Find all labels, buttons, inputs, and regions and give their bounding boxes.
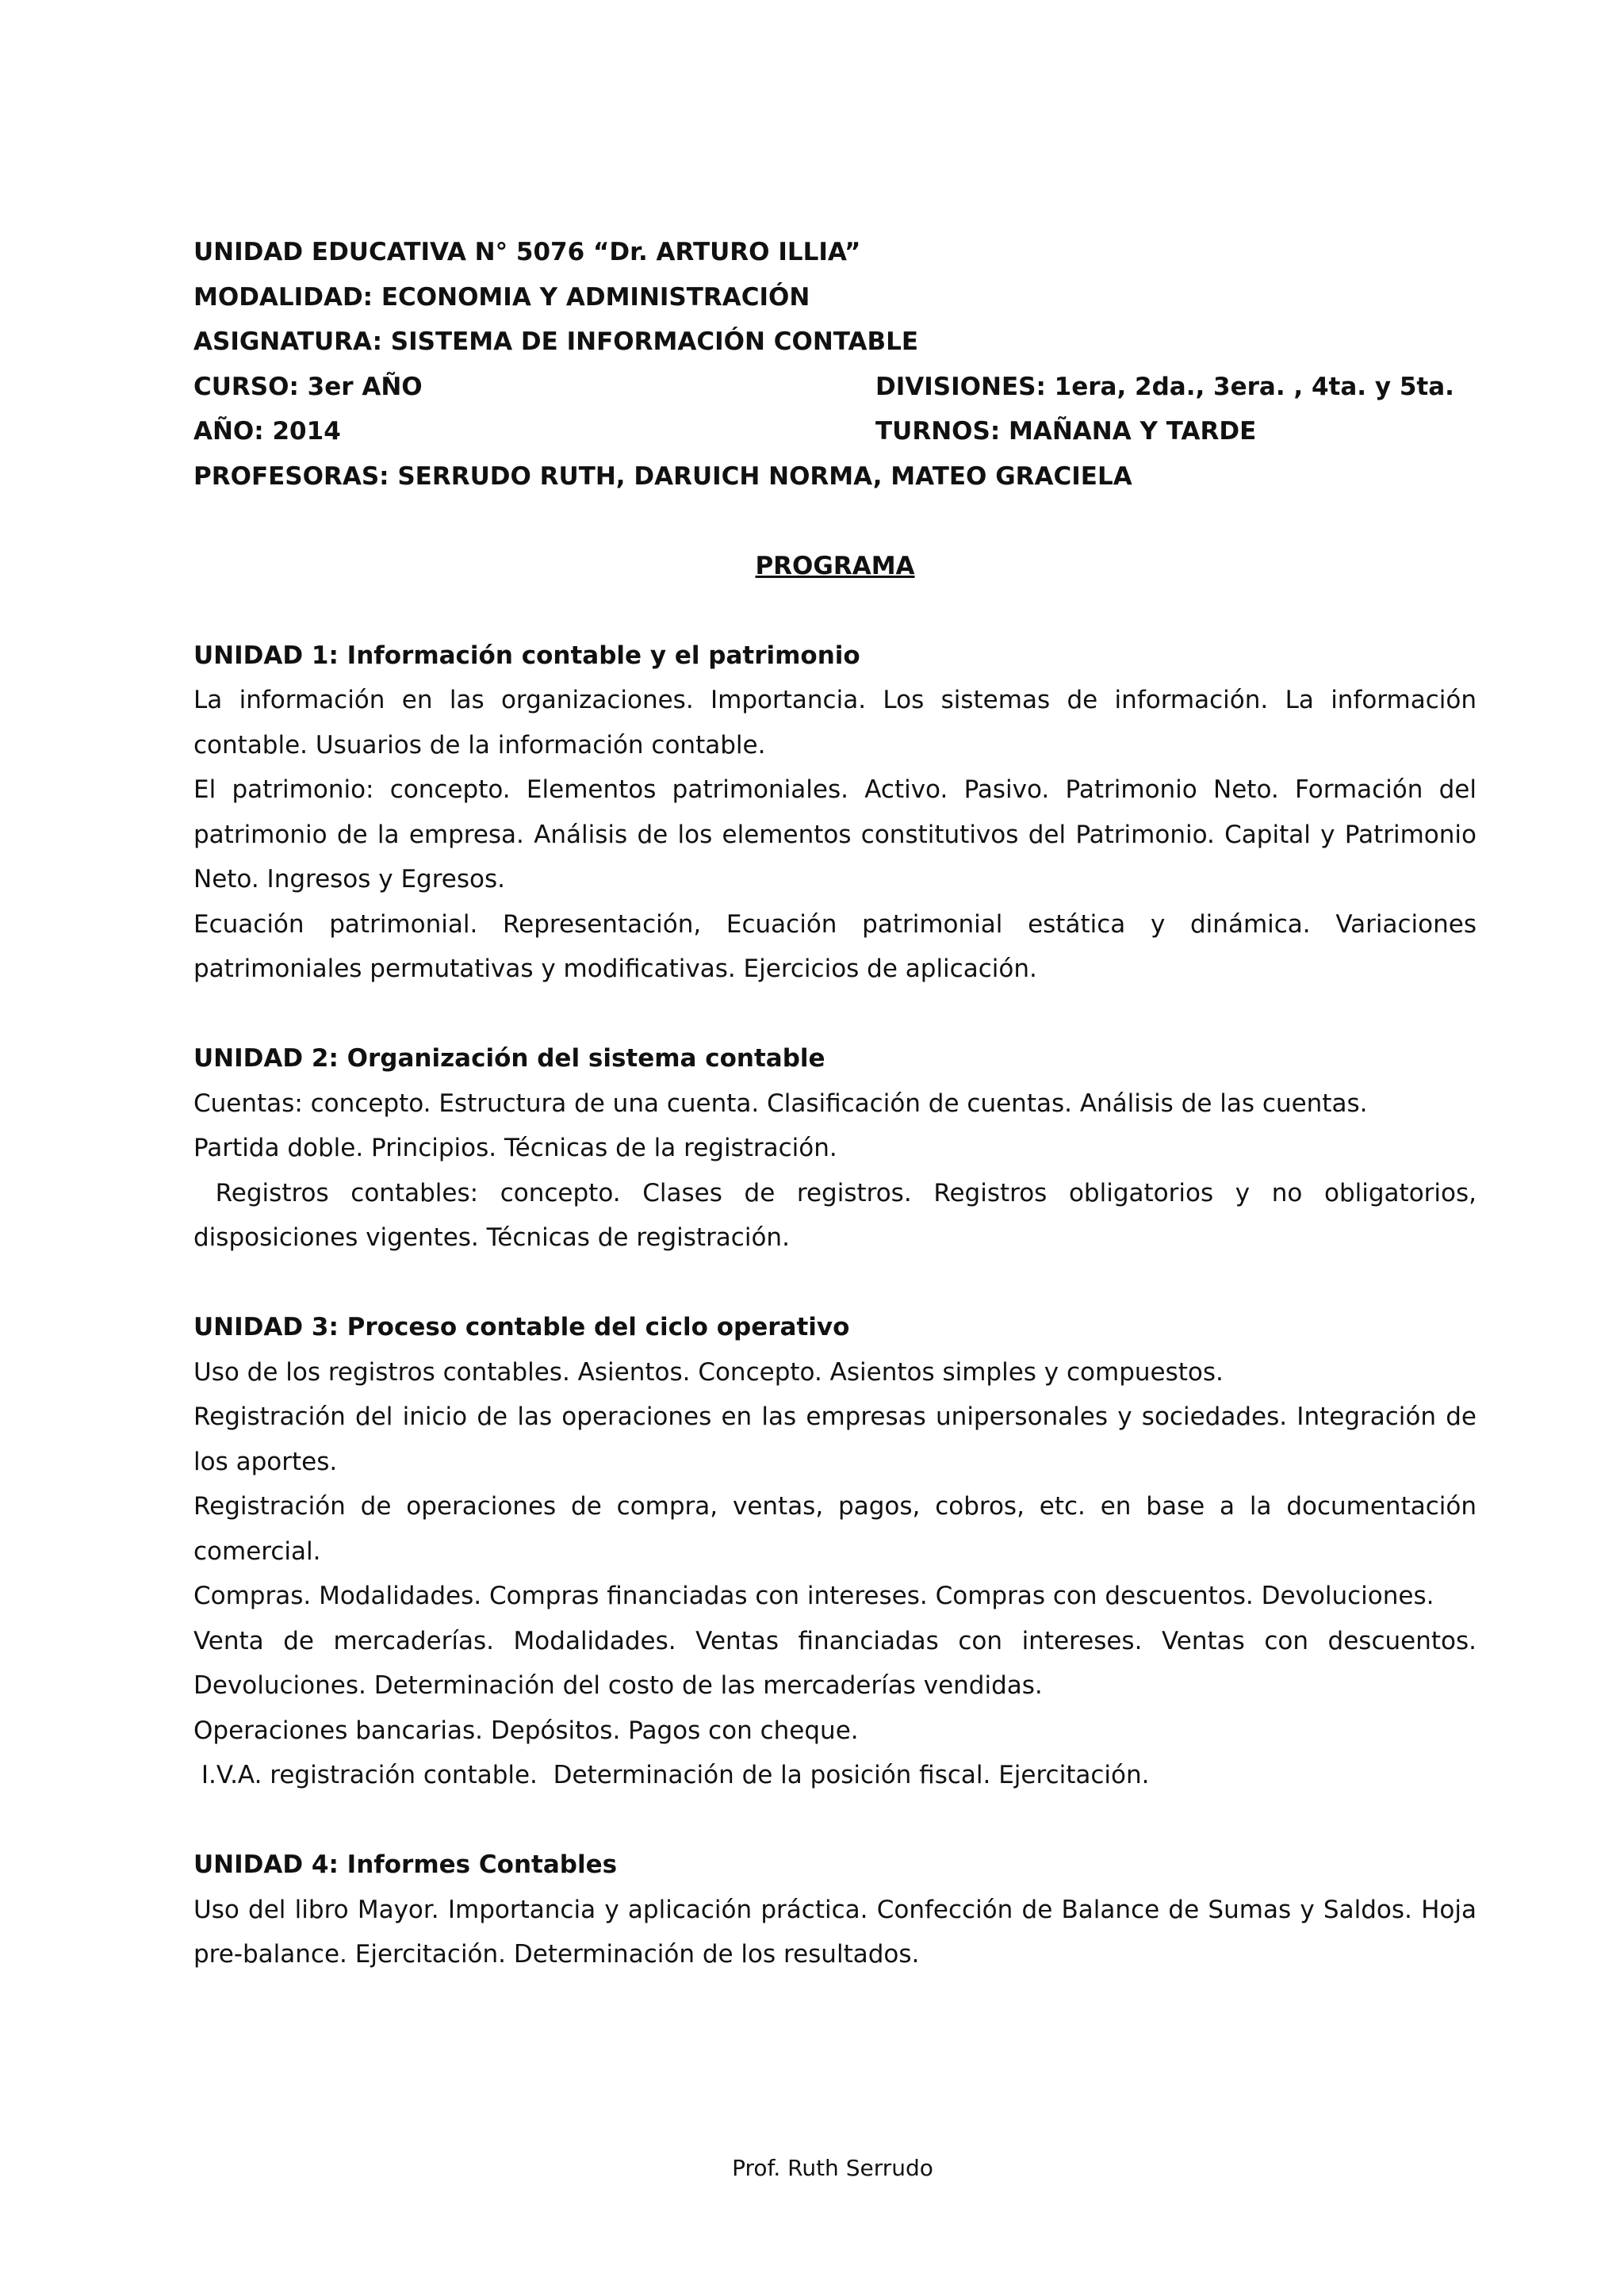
turnos: TURNOS: MAÑANA Y TARDE bbox=[875, 417, 1257, 446]
unit-paragraph: Registración de operaciones de compra, ventas, pagos, cobros, etc. en base a la documentación comercial. bbox=[193, 1492, 1477, 1566]
unit-paragraph: La información en las organizaciones. Importancia. Los sistemas de información. La información contable. Usuarios de la información contable. bbox=[193, 686, 1477, 760]
unit-paragraph: Registración del inicio de las operaciones en las empresas unipersonales y sociedades. Integración de los aportes. bbox=[193, 1402, 1477, 1476]
anio: AÑO: 2014 bbox=[193, 417, 341, 446]
unit-heading: UNIDAD 2: Organización del sistema contable bbox=[193, 1044, 825, 1073]
unit-paragraph: Partida doble. Principios. Técnicas de la registración. bbox=[193, 1134, 837, 1162]
curso: CURSO: 3er AÑO bbox=[193, 372, 423, 401]
school-name: UNIDAD EDUCATIVA N° 5076 “Dr. ARTURO ILLIA” bbox=[193, 238, 861, 266]
unit-paragraph: Operaciones bancarias. Depósitos. Pagos con cheque. bbox=[193, 1716, 859, 1745]
curso-divisiones-row bbox=[193, 365, 1477, 410]
unit-paragraph: Venta de mercaderías. Modalidades. Ventas financiadas con intereses. Ventas con descuentos. Devoluciones. Determinación del costo de las mercaderías vendidas. bbox=[193, 1626, 1477, 1700]
unit-paragraph: Cuentas: concepto. Estructura de una cuenta. Clasificación de cuentas. Análisis de las cuentas. bbox=[193, 1089, 1368, 1118]
anio-turnos-row bbox=[193, 409, 1477, 454]
document-page bbox=[193, 230, 1484, 1977]
profesoras: PROFESORAS: SERRUDO RUTH, DARUICH NORMA, MATEO GRACIELA bbox=[193, 461, 1132, 491]
modalidad: MODALIDAD: ECONOMIA Y ADMINISTRACIÓN bbox=[193, 282, 810, 312]
page-footer: Prof. Ruth Serrudo bbox=[732, 2155, 933, 2181]
unit-paragraph: Uso del libro Mayor. Importancia y aplicación práctica. Confección de Balance de Sumas y Saldos. Hoja pre-balance. Ejercitación. Determinación de los resultados. bbox=[193, 1895, 1477, 1969]
asignatura: ASIGNATURA: SISTEMA DE INFORMACIÓN CONTABLE bbox=[193, 327, 919, 356]
unit-paragraph: I.V.A. registración contable. Determinación de la posición fiscal. Ejercitación. bbox=[193, 1761, 1150, 1789]
divisiones: DIVISIONES: 1era, 2da., 3era. , 4ta. y 5ta. bbox=[875, 372, 1454, 401]
unit-paragraph: Registros contables: concepto. Clases de registros. Registros obligatorios y no obligatorios, disposiciones vigentes. Técnicas de registración. bbox=[193, 1178, 1484, 1252]
unit-paragraph: Uso de los registros contables. Asientos. Concepto. Asientos simples y compuestos. bbox=[193, 1357, 1224, 1387]
unit-heading: UNIDAD 1: Información contable y el patrimonio bbox=[193, 641, 860, 670]
unit-paragraph: Ecuación patrimonial. Representación, Ecuación patrimonial estática y dinámica. Variaciones patrimoniales permutativas y modificativas. Ejercicios de aplicación. bbox=[193, 909, 1477, 983]
unit-paragraph: Compras. Modalidades. Compras financiadas con intereses. Compras con descuentos. Devoluciones. bbox=[193, 1582, 1434, 1610]
unit-heading: UNIDAD 4: Informes Contables bbox=[193, 1850, 618, 1879]
unit-heading: UNIDAD 3: Proceso contable del ciclo operativo bbox=[193, 1313, 850, 1341]
unit-paragraph: El patrimonio: concepto. Elementos patrimoniales. Activo. Pasivo. Patrimonio Neto. Formación del patrimonio de la empresa. Análisis de los elementos constitutivos del Patrimonio. Capital y Patrimonio Neto. Ingresos y Egresos. bbox=[193, 775, 1477, 894]
program-title: PROGRAMA bbox=[755, 551, 915, 580]
